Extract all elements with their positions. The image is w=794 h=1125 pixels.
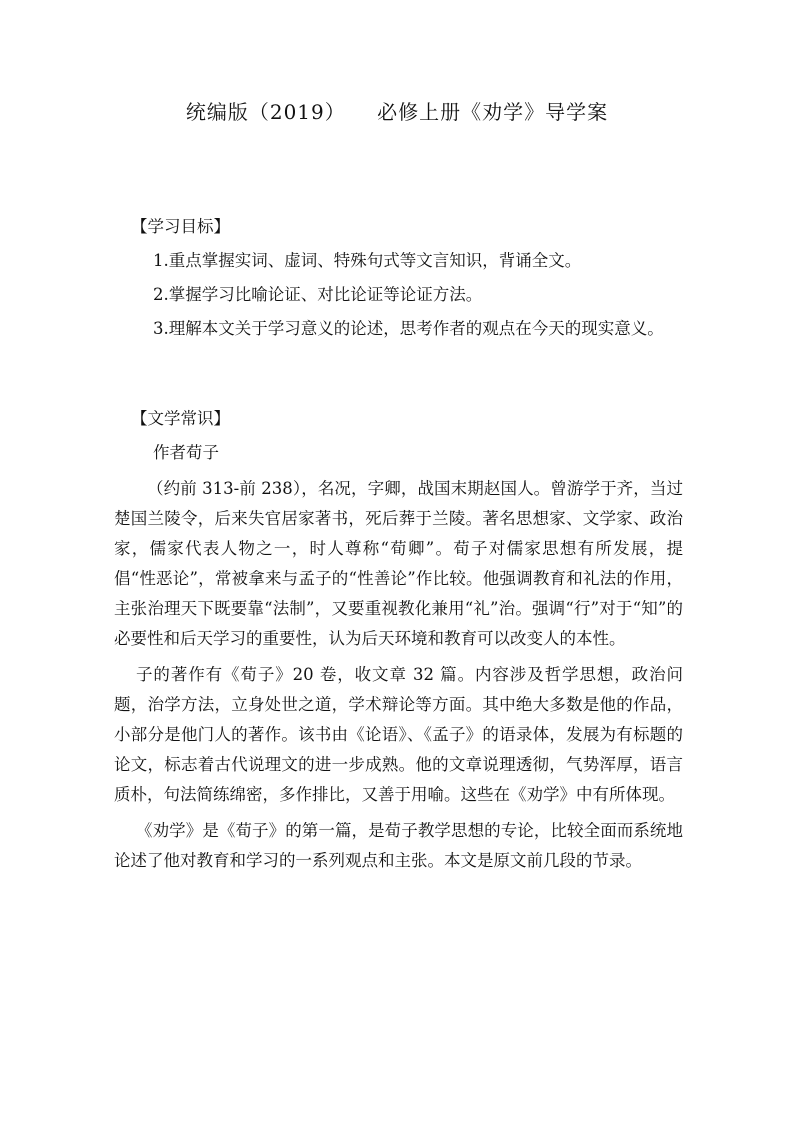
objective-item: 3.理解本文关于学习意义的论述，思考作者的观点在今天的现实意义。 [153, 319, 664, 338]
quanxue-paragraph: 《劝学》是《荀子》的第一篇，是荀子教学思想的专论，比较全面而系统地论述了他对教育和学习的一系列观点和主张。本文是原文前几段的节录。 [114, 821, 683, 870]
author-bio-paragraph: （约前 313-前 238），名况，字卿，战国末期赵国人。曾游学于齐，当过楚国兰陵令，后来失官居家著书，死后葬于兰陵。著名思想家、文学家、政治家，儒家代表人物之一，时人尊称“荀卿”。荀子对儒家思想有所发展，提倡“性恶论”，常被拿来与孟子的“性善论”作比较。他强调教育和礼法的作用，主张治理天下既要靠“法制”，又要重视教化兼用“礼”治。强调“行”对于“知”的必要性和后天学习的重要性，认为后天环境和教育可以改变人的本性。 [114, 479, 683, 648]
author-line: 作者荀子 [153, 443, 219, 462]
document-title [0, 96, 794, 125]
title-text: 必修上册《劝学》导学案 [377, 100, 609, 124]
objective-item: 1.重点掌握实词、虚词、特殊句式等文言知识，背诵全文。 [153, 251, 582, 270]
section-spacer [114, 348, 683, 404]
document-body [114, 212, 683, 882]
objective-item: 2.掌握学习比喻论证、对比论证等论证方法。 [153, 285, 483, 304]
works-paragraph: 子的著作有《荀子》20 卷，收文章 32 篇。内容涉及哲学思想，政治问题，治学方法，立身处世之道，学术辩论等方面。其中绝大多数是他的作品，小部分是他门人的著作。该书由《论语》、《孟子》的语录体，发展为有标题的论文，标志着古代说理文的进一步成熟。他的文章说理透彻，气势浑厚，语言质朴，句法简练绵密，多作排比，又善于用喻。这些在《劝学》中有所体现。 [114, 665, 683, 804]
literary-heading: 【文学常识】 [131, 409, 230, 428]
title-edition: 统编版（2019） [185, 100, 346, 124]
objectives-heading: 【学习目标】 [131, 217, 230, 236]
